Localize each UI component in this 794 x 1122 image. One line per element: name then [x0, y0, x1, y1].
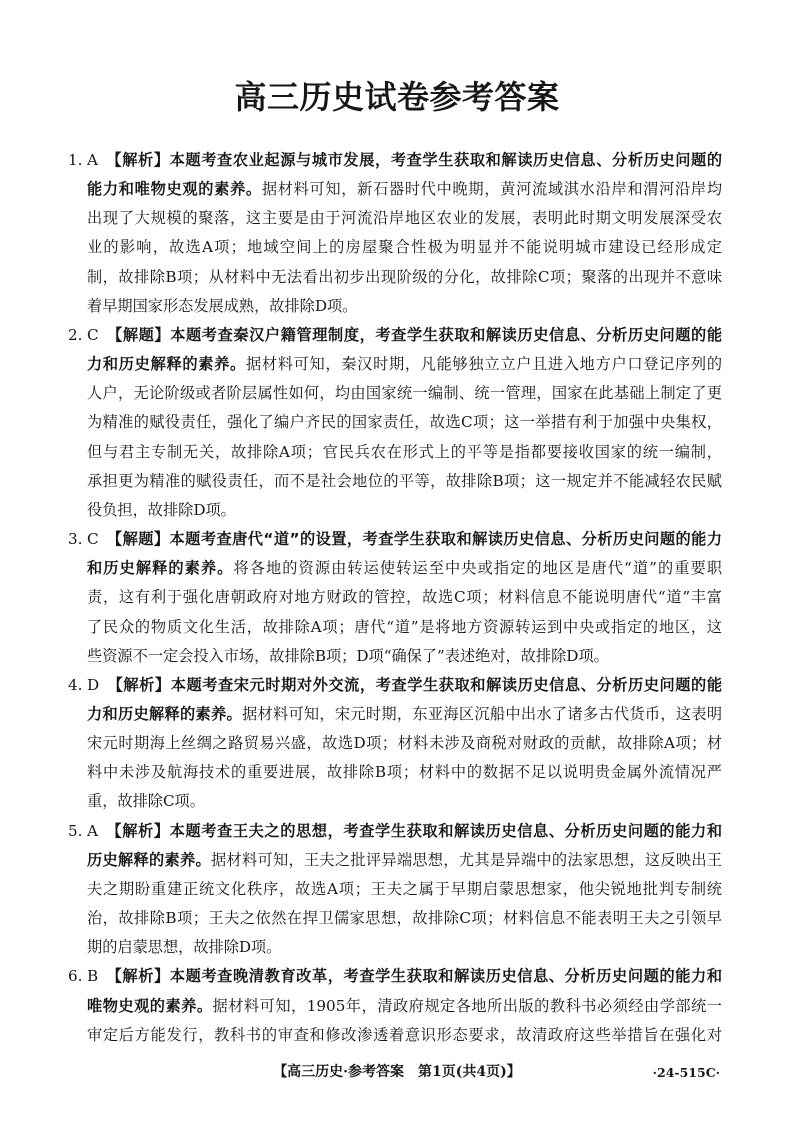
answer-item	[68, 817, 722, 963]
answer-list	[68, 146, 722, 1050]
analysis-lead: 本题考查秦汉户籍管理制度，考查学生获取和解读历史信息、分析历史问题的能	[170, 325, 722, 344]
footer-code: ·24-515C·	[652, 1065, 720, 1080]
analysis-label: 【解题】	[106, 530, 170, 549]
answer-line	[87, 146, 722, 175]
answer-choice: B	[87, 967, 99, 986]
analysis-lead: 历史解释的素养。	[87, 850, 211, 869]
answer-choice: A	[87, 821, 98, 840]
answer-line: 为精准的赋役责任，强化了编户齐民的国家责任，故选C项；这一举措有利于加强中央集权，	[87, 413, 722, 432]
question-number: 5.	[68, 821, 83, 840]
question-number: 2.	[68, 325, 83, 344]
answer-line: 料中未涉及航海技术的重要进展，故排除B项；材料中的数据不足以说明贵金属外流情况严	[87, 763, 722, 782]
answer-line: 重，故排除C项。	[87, 792, 205, 811]
question-number: 1.	[68, 151, 83, 169]
answer-line: 宋元时期海上丝绸之路贸易兴盛，故选D项；材料未涉及商税对财政的贡献，故排除A项；材	[87, 734, 722, 753]
answer-line: 人户，无论阶级或者阶层属性如何，均由国家统一编制、统一管理，国家在此基础上制定了更	[87, 384, 722, 403]
answer-line	[87, 554, 722, 583]
answer-line: 夫之期盼重建正统文化秩序，故选A项；王夫之属于早期启蒙思想家，他尖锐地批判专制统	[87, 879, 722, 898]
answer-line: 了民众的物质文化生活，故排除A项；唐代“道”是将地方资源转运到中央或指定的地区，这	[87, 617, 722, 636]
answer-choice: C	[87, 530, 99, 549]
answer-line: 业的影响，故选A项；地域空间上的房屋聚合性极为明显并不能说明城市建设已经形成定	[87, 238, 722, 257]
answer-line: 役负担，故排除D项。	[87, 500, 236, 519]
answer-item	[68, 146, 722, 321]
answer-line	[87, 350, 722, 379]
answer-line	[87, 992, 722, 1021]
answer-line: 但与君主专制无关，故排除A项；官民兵农在形式上的平等是指都要接收国家的统一编制，	[87, 442, 722, 461]
answer-line	[87, 671, 722, 700]
answer-line	[87, 700, 722, 729]
analysis-label: 【解题】	[107, 325, 171, 344]
answer-line: 期的启蒙思想，故排除D项。	[87, 938, 282, 957]
analysis-text: 据材料可知，宋元时期，东亚海区沉船中出水了诸多古代货币，这表明	[241, 704, 722, 723]
answer-line	[87, 962, 722, 991]
answer-item	[68, 671, 722, 817]
analysis-text: 将各地的资源由转运使转运至中央或指定的地区是唐代“道”的重要职	[233, 559, 722, 578]
answer-line	[87, 321, 722, 350]
analysis-label: 【解析】	[107, 675, 171, 694]
answer-item	[68, 962, 722, 1049]
answer-choice: A	[87, 151, 98, 169]
answer-line: 些资源不一定会投入市场，故排除B项；D项“确保了”表述绝对，故排除D项。	[87, 646, 609, 665]
analysis-lead: 本题考查农业起源与城市发展，考查学生获取和解读历史信息、分析历史问题的	[169, 151, 722, 169]
question-number: 6.	[68, 967, 83, 986]
answer-line: 承担更为精准的赋役责任，而不是社会地位的平等，故排除B项；这一规定并不能减轻农民赋	[87, 471, 722, 490]
analysis-label: 【解析】	[106, 967, 170, 986]
answer-line: 出现了大规模的聚落，这主要是由于河流沿岸地区农业的发展，表明此时期文明发展深受农	[87, 209, 722, 228]
answer-line: 审定后方能发行，教科书的审查和修改渗透着意识形态要求，故清政府这些举措旨在强化对	[87, 1025, 722, 1044]
answer-line: 着早期国家形态发展成熟，故排除D项。	[87, 296, 358, 315]
analysis-label: 【解析】	[106, 821, 170, 840]
answer-item	[68, 525, 722, 671]
question-number: 3.	[68, 530, 83, 549]
answer-line	[87, 525, 722, 554]
analysis-lead: 本题考查王夫之的思想，考查学生获取和解读历史信息、分析历史问题的能力和	[169, 821, 722, 840]
answer-line: 责，这有利于强化唐朝政府对地方财政的管控，故选C项；材料信息不能说明唐代“道”丰富	[87, 588, 722, 607]
answer-line: 治，故排除B项；王夫之依然在捍卫儒家思想，故排除C项；材料信息不能表明王夫之引领早	[87, 909, 722, 928]
analysis-lead: 唯物史观的素养。	[87, 996, 213, 1015]
analysis-lead: 能力和唯物史观的素养。	[87, 180, 262, 199]
question-number: 4.	[68, 675, 83, 694]
page-title: 高三历史试卷参考答案	[234, 78, 560, 116]
answer-choice: D	[87, 675, 100, 694]
analysis-text: 据材料可知，王夫之批评异端思想，尤其是异端中的法家思想，这反映出王	[210, 850, 722, 869]
analysis-lead: 和历史解释的素养。	[87, 559, 234, 578]
analysis-lead: 本题考查唐代“道”的设置，考查学生获取和解读历史信息、分析历史问题的能力	[169, 530, 722, 549]
answer-item	[68, 321, 722, 525]
answer-line: 制，故排除B项；从材料中无法看出初步出现阶级的分化，故排除C项；聚落的出现并不意味	[87, 267, 722, 286]
analysis-lead: 本题考查宋元时期对外交流，考查学生获取和解读历史信息、分析历史问题的能	[170, 675, 722, 694]
analysis-lead: 本题考查晚清教育改革，考查学生获取和解读历史信息、分析历史问题的能力和	[169, 967, 722, 986]
analysis-text: 据材料可知，1905年，清政府规定各地所出版的教科书必须经由学部统一	[212, 996, 722, 1015]
footer-page-info: 【高三历史·参考答案 第1页(共4页)】	[273, 1064, 521, 1080]
analysis-text: 据材料可知，秦汉时期，凡能够独立立户且进入地方户口登记序列的	[245, 355, 722, 374]
analysis-label: 【解析】	[106, 151, 170, 169]
answer-line	[87, 175, 722, 204]
answer-line	[87, 846, 722, 875]
analysis-text: 据材料可知，新石器时代中晚期，黄河流域淇水沿岸和渭河沿岸均	[261, 180, 722, 199]
analysis-lead: 力和历史解释的素养。	[87, 704, 242, 723]
answer-choice: C	[87, 325, 99, 344]
analysis-lead: 力和历史解释的素养。	[87, 355, 246, 374]
answer-line	[87, 817, 722, 846]
